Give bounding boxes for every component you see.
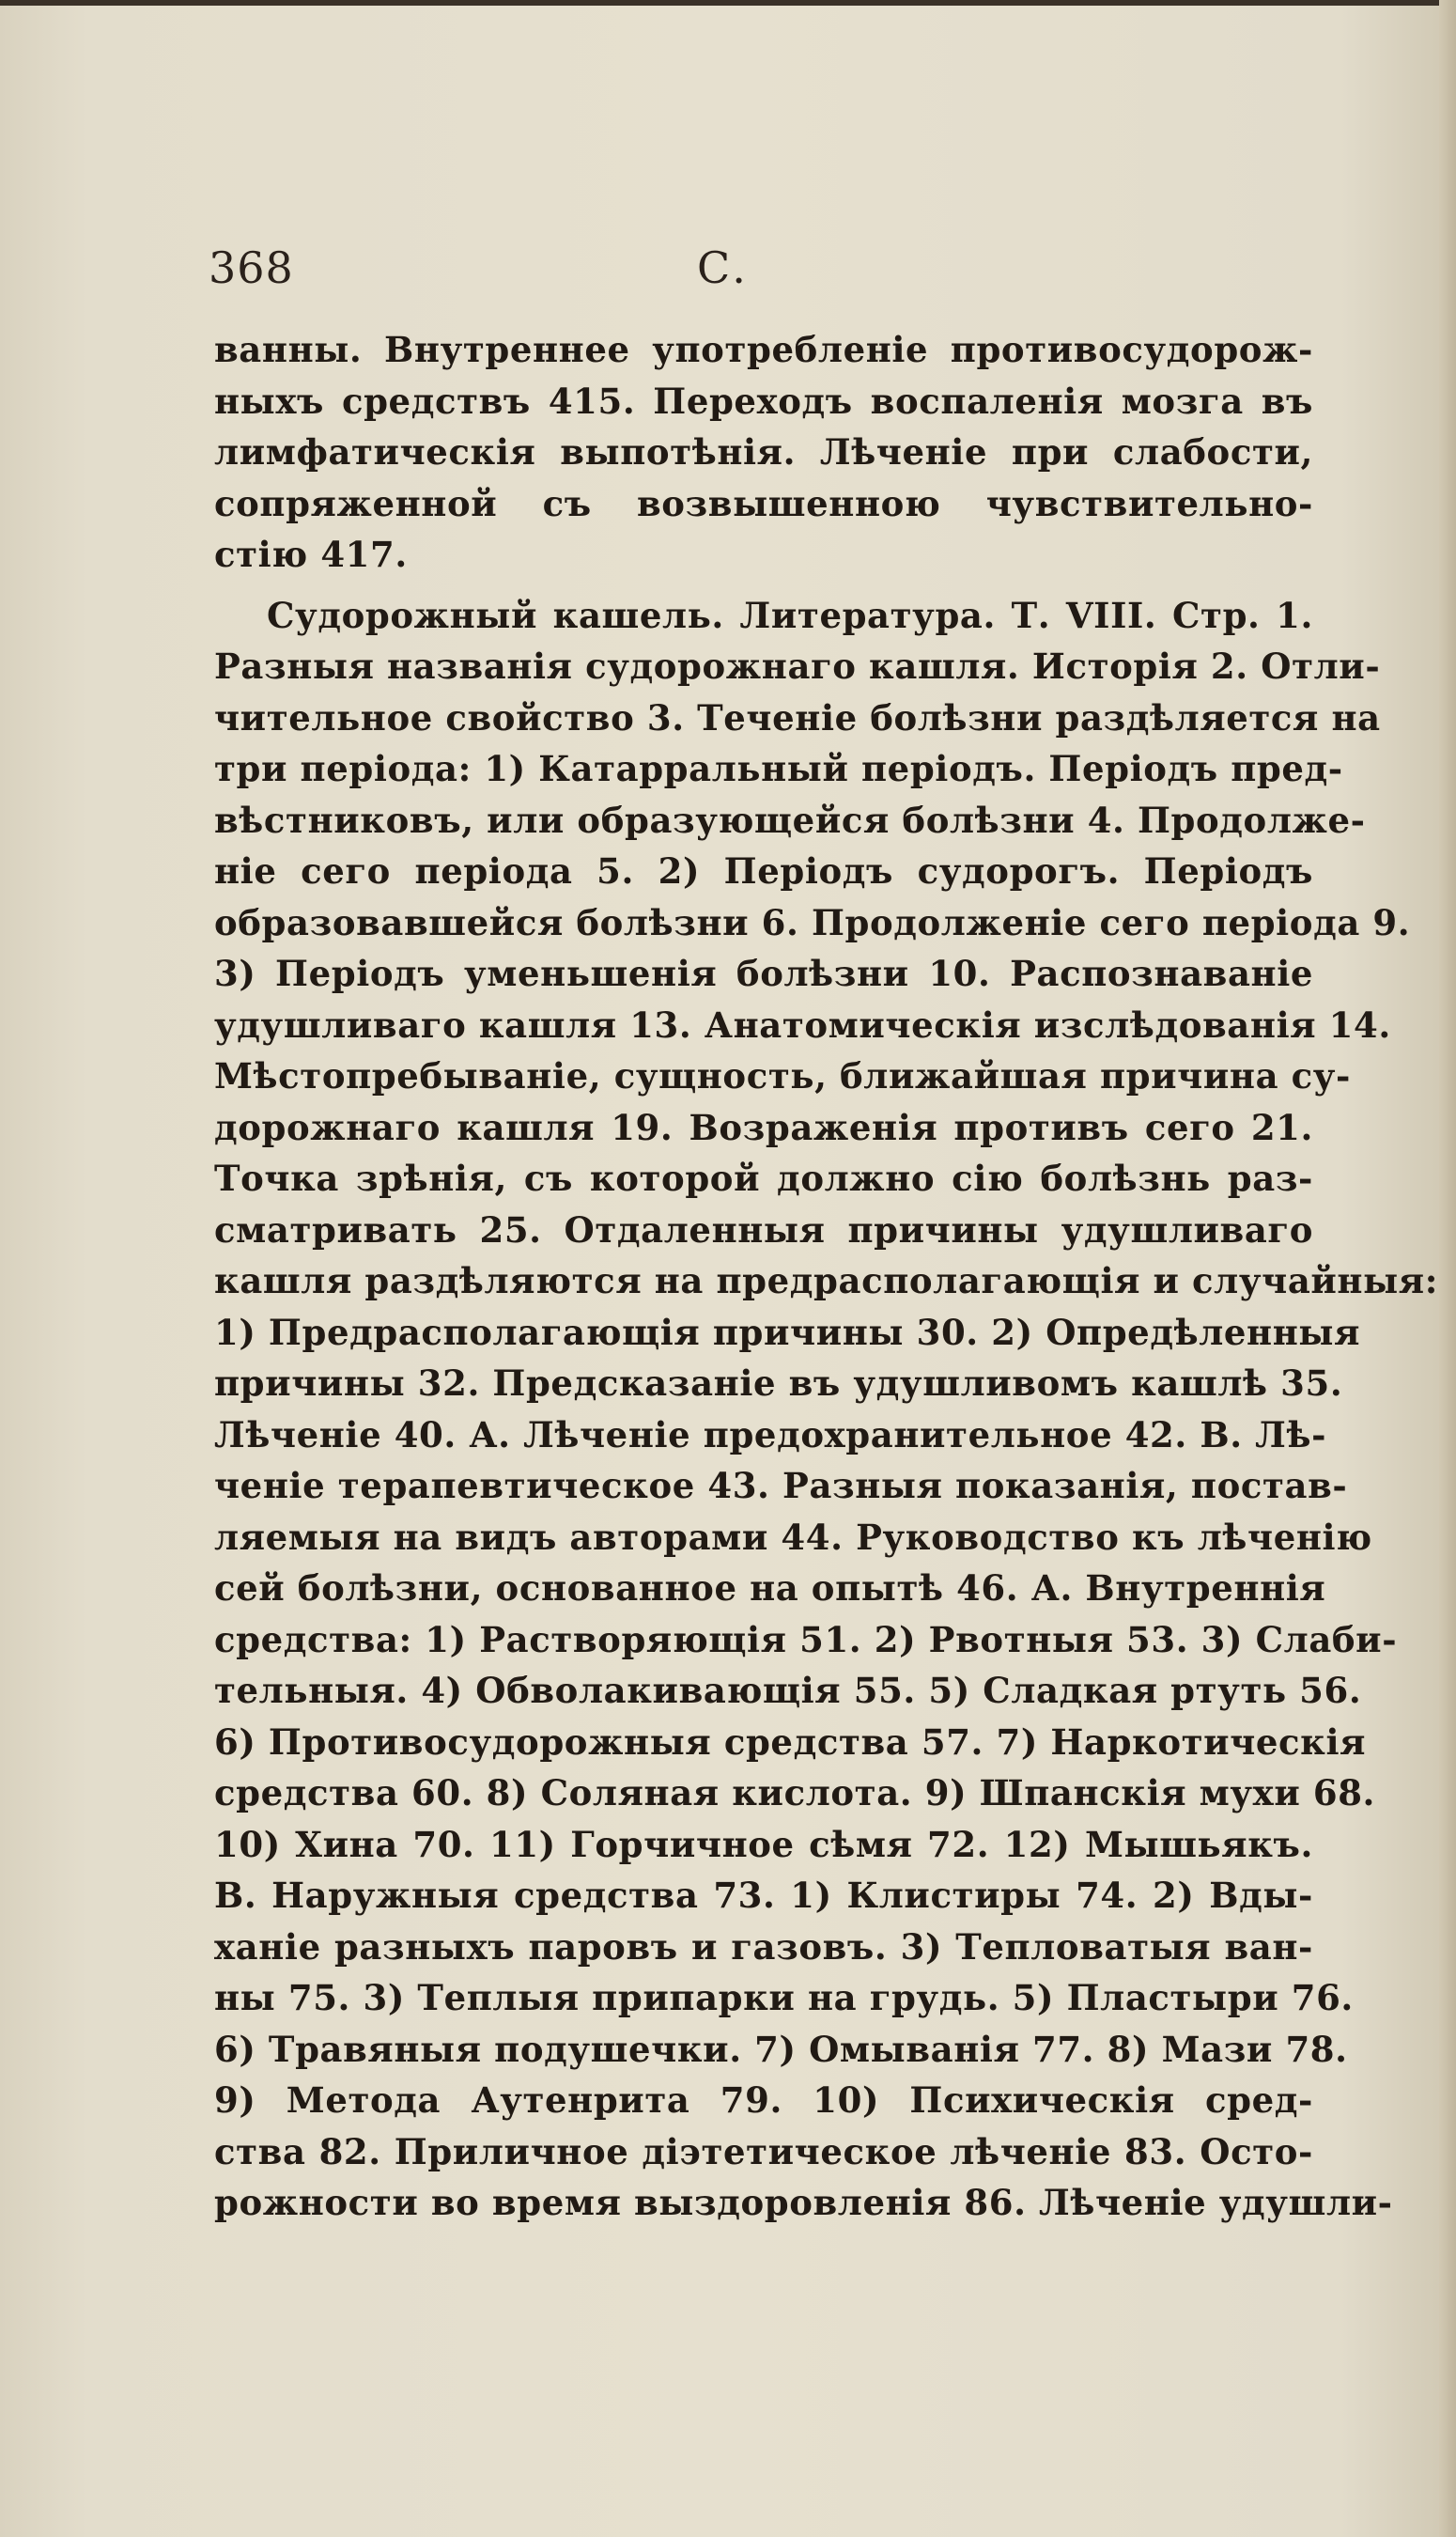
- text-line: сматривать 25. Отдаленныя причины удушливаго: [214, 1208, 1313, 1251]
- text-line: образовавшейся болѣзни 6. Продолженіе сего періода 9.: [214, 901, 1411, 943]
- text-line: рожности во время выздоровленія 86. Лѣченіе удушли-: [214, 2182, 1393, 2223]
- section-heading-line: Судорожный кашель. Литература. Т. VIII. Стр. 1.: [267, 594, 1313, 636]
- text-line: стію 417.: [214, 534, 408, 575]
- text-line: ченіе терапевтическое 43. Разныя показанія, постав-: [214, 1465, 1348, 1506]
- text-line: три періода: 1) Катарральный періодъ. Періодъ пред-: [214, 748, 1343, 789]
- text-line: Точка зрѣнія, съ которой должно сію болѣзнь раз-: [214, 1158, 1313, 1199]
- page-edge: [1439, 0, 1456, 2537]
- text-line: ства 82. Приличное діэтетическое лѣченіе 83. Осто-: [214, 2130, 1313, 2172]
- text-line: средства 60. 8) Соляная кислота. 9) Шпанскія мухи 68.: [214, 1772, 1376, 1813]
- text-line: сопряженной съ возвышенною чувствительно-: [214, 482, 1313, 524]
- index-text: [214, 324, 1438, 2229]
- text-line: кашля раздѣляются на предрасполагающія и случайныя:: [214, 1260, 1438, 1301]
- text-line: ны 75. 3) Теплыя припарки на грудь. 5) Пластыри 76.: [214, 1977, 1354, 2018]
- text-line: ныхъ средствъ 415. Переходъ воспаленія мозга въ: [214, 380, 1313, 422]
- text-line: дорожнаго кашля 19. Возраженія противъ сего 21.: [214, 1106, 1313, 1148]
- text-line: чительное свойство 3. Теченіе болѣзни раздѣляется на: [214, 696, 1381, 739]
- text-line: тельныя. 4) Обволакивающія 55. 5) Сладкая ртуть 56.: [214, 1670, 1362, 1711]
- paragraph-gap: [214, 581, 1313, 590]
- text-line: 1) Предрасполагающія причины 30. 2) Опредѣленныя: [214, 1311, 1361, 1353]
- text-line: 6) Противосудорожныя средства 57. 7) Наркотическія: [214, 1720, 1367, 1763]
- page-number: 368: [209, 242, 294, 293]
- text-line: 3) Періодъ уменьшенія болѣзни 10. Распознаваніе: [214, 953, 1313, 994]
- page-header: [209, 242, 1308, 308]
- text-line: Лѣченіе 40. А. Лѣченіе предохранительное 42. В. Лѣ-: [214, 1413, 1327, 1455]
- running-head: С.: [697, 242, 748, 293]
- text-line: ханіе разныхъ паровъ и газовъ. 3) Тепловатыя ван-: [214, 1925, 1313, 1968]
- text-line: удушливаго кашля 13. Анатомическія изслѣдованія 14.: [214, 1004, 1391, 1046]
- text-line: 10) Хина 70. 11) Горчичное сѣмя 72. 12) Мышьякъ.: [214, 1823, 1313, 1865]
- text-line: средства: 1) Растворяющія 51. 2) Рвотныя 53. 3) Слаби-: [214, 1618, 1398, 1660]
- text-line: лимфатическія выпотѣнія. Лѣченіе при слабости,: [214, 431, 1313, 473]
- text-line: причины 32. Предсказаніе въ удушливомъ кашлѣ 35.: [214, 1362, 1343, 1404]
- text-line: 6) Травяныя подушечки. 7) Омыванія 77. 8) Мази 78.: [214, 2028, 1348, 2070]
- top-edge-shadow: [0, 0, 1456, 6]
- text-line: ніе сего періода 5. 2) Періодъ судорогъ. Періодъ: [214, 850, 1313, 892]
- text-line: ляемыя на видъ авторами 44. Руководство къ лѣченію: [214, 1516, 1372, 1558]
- text-line: ванны. Внутреннее употребленіе противосудорож-: [214, 329, 1313, 370]
- text-line: Мѣстопребываніе, сущность, ближайшая причина су-: [214, 1055, 1351, 1097]
- text-line: сей болѣзни, основанное на опытѣ 46. А. Внутреннія: [214, 1567, 1326, 1609]
- text-line: 9) Метода Аутенрита 79. 10) Психическія сред-: [214, 2079, 1313, 2121]
- text-line: Разныя названія судорожнаго кашля. Исторія 2. Отли-: [214, 646, 1381, 687]
- text-line: В. Наружныя средства 73. 1) Клистиры 74. 2) Вды-: [214, 1875, 1313, 1916]
- text-line: вѣстниковъ, или образующейся болѣзни 4. Продолже-: [214, 799, 1366, 841]
